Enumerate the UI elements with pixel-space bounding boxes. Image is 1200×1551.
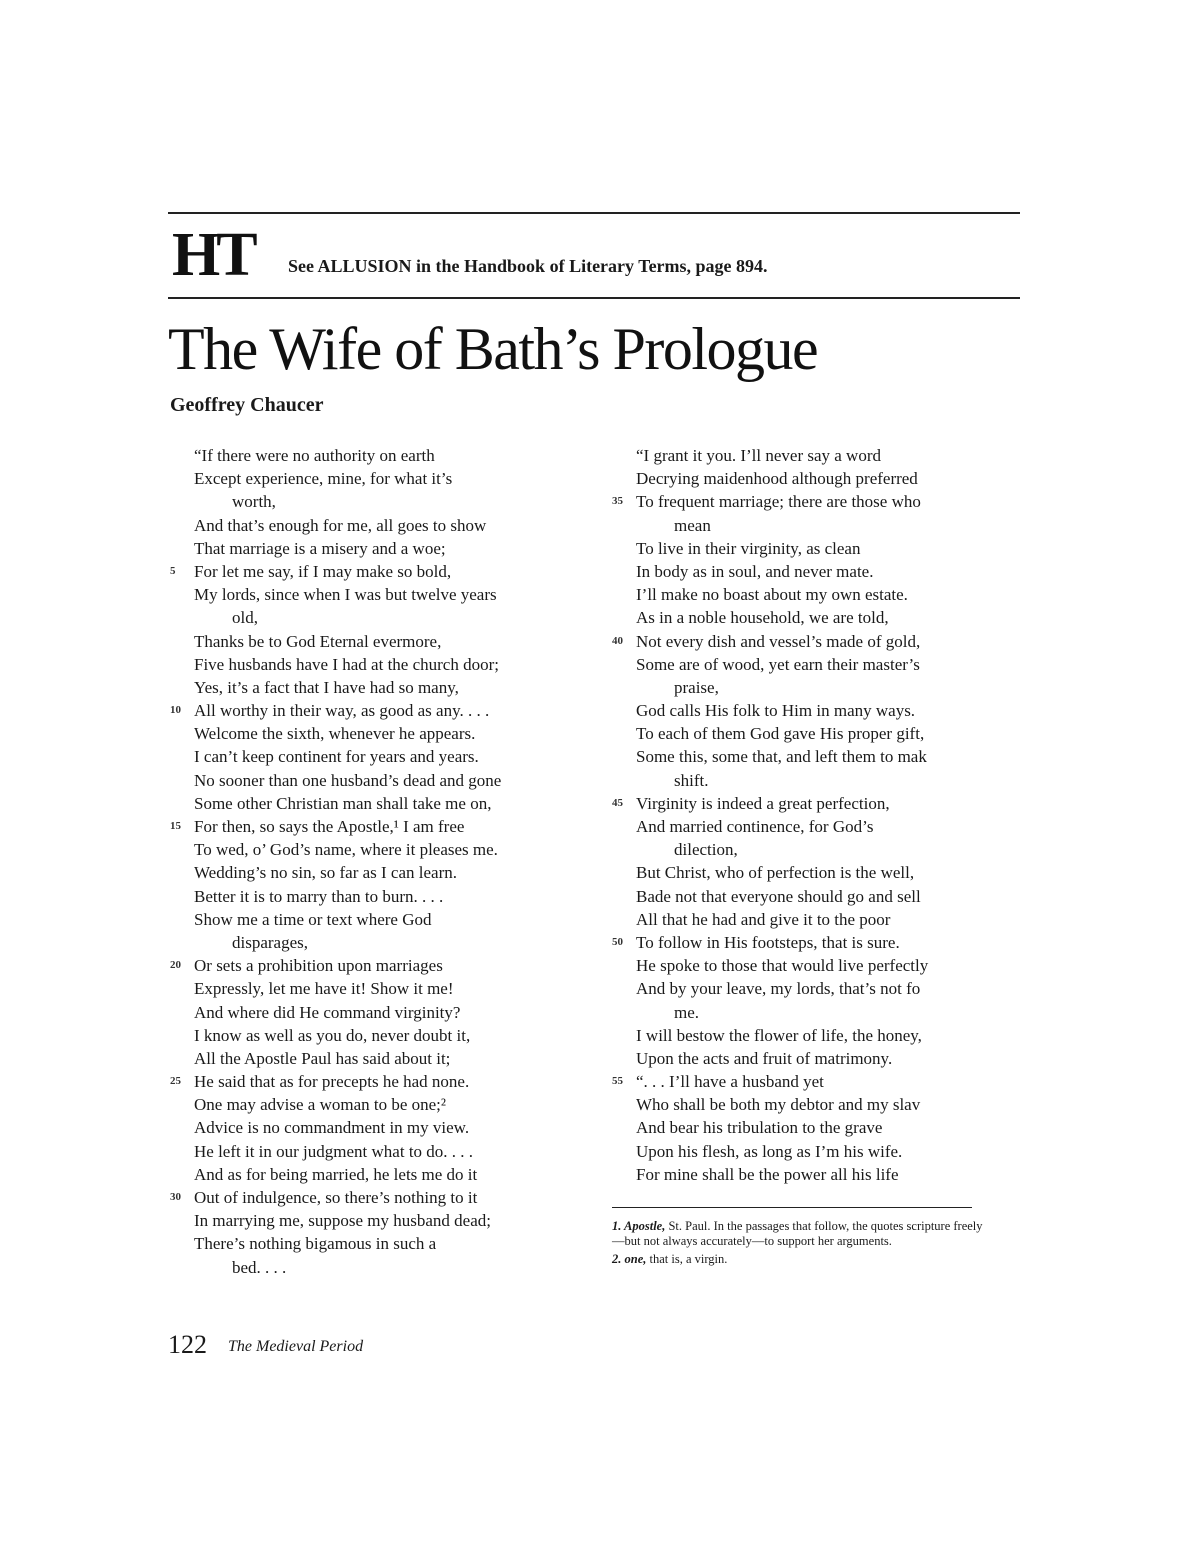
line-text: To live in their virginity, as clean <box>636 538 861 558</box>
page-title: The Wife of Bath’s Prologue <box>168 316 818 382</box>
line-text: For mine shall be the power all his life <box>636 1164 899 1184</box>
poem-line <box>612 1163 1032 1186</box>
left-poem-column <box>170 444 590 1279</box>
line-text: And bear his tribulation to the grave <box>636 1118 883 1138</box>
poem-line <box>612 1047 1032 1070</box>
line-number: 50 <box>612 935 623 948</box>
line-text: To each of them God gave His proper gift, <box>636 724 925 744</box>
line-text: All worthy in their way, as good as any. . . . <box>194 701 490 721</box>
line-text: But Christ, who of perfection is the well, <box>636 863 915 883</box>
line-number: 15 <box>170 820 181 832</box>
line-text: In marrying me, suppose my husband dead; <box>194 1211 491 1231</box>
poem-line <box>612 444 1032 467</box>
poem-line <box>612 537 1032 560</box>
poem-line <box>170 1163 590 1186</box>
poem-line <box>612 1116 1032 1139</box>
line-text: He said that as for precepts he had none. <box>194 1072 470 1092</box>
poem-line <box>612 490 1032 513</box>
poem-line <box>612 676 1032 699</box>
poem-line <box>612 815 1032 838</box>
poem-line <box>170 769 590 792</box>
line-number: 10 <box>170 704 181 717</box>
poem-line <box>170 861 590 884</box>
line-text: shift. <box>674 770 709 790</box>
poem-line <box>612 908 1032 931</box>
line-number: 25 <box>170 1075 181 1088</box>
poem-line <box>170 537 590 560</box>
footnote-term: 1. Apostle, <box>612 1219 666 1233</box>
poem-line <box>612 769 1032 792</box>
poem-line <box>170 838 590 861</box>
poem-line <box>612 514 1032 537</box>
poem-line <box>612 1093 1032 1116</box>
poem-line <box>170 1047 590 1070</box>
line-text: Better it is to marry than to burn. . . . <box>194 886 444 906</box>
line-text: And that’s enough for me, all goes to show <box>194 515 487 535</box>
poem-line <box>612 699 1032 722</box>
line-text: Or sets a prohibition upon marriages <box>194 956 443 976</box>
line-text: To wed, o’ God’s name, where it pleases me. <box>194 840 498 860</box>
line-text: “. . . I’ll have a husband yet <box>636 1072 824 1092</box>
poem-line <box>170 1209 590 1232</box>
poem-line <box>612 653 1032 676</box>
line-text: I will bestow the flower of life, the honey, <box>636 1025 922 1045</box>
line-text: That marriage is a misery and a woe; <box>194 538 446 558</box>
poem-line <box>170 1093 590 1116</box>
poem-line <box>170 1186 590 1209</box>
poem-line <box>170 1116 590 1139</box>
poem-line <box>612 792 1032 815</box>
poem-line <box>612 583 1032 606</box>
poem-line <box>170 931 590 954</box>
line-text: Expressly, let me have it! Show it me! <box>194 979 454 999</box>
line-text: Advice is no commandment in my view. <box>194 1118 470 1138</box>
line-text: God calls His folk to Him in many ways. <box>636 701 916 721</box>
line-text: I’ll make no boast about my own estate. <box>636 585 908 605</box>
poem-line <box>612 745 1032 768</box>
header-rule <box>168 297 1020 299</box>
footnote-rule <box>612 1207 972 1208</box>
line-text: One may advise a woman to be one;² <box>194 1095 446 1115</box>
poem-line <box>612 977 1032 1000</box>
line-text: Decrying maidenhood although preferred <box>636 469 918 489</box>
footnote-term: 2. one, <box>612 1252 647 1266</box>
poem-line <box>170 676 590 699</box>
poem-line <box>170 1140 590 1163</box>
line-text: praise, <box>674 677 719 697</box>
poem-line <box>170 792 590 815</box>
handbook-note: See ALLUSION in the Handbook of Literary Terms, page 894. <box>288 256 768 276</box>
poem-line <box>170 1070 590 1093</box>
line-text: To follow in His footsteps, that is sure. <box>636 932 900 952</box>
poem-line <box>170 583 590 606</box>
line-text: For let me say, if I may make so bold, <box>194 561 452 581</box>
line-number: 55 <box>612 1075 623 1088</box>
line-text: Not every dish and vessel’s made of gold, <box>636 631 921 651</box>
right-poem-column <box>612 444 1032 1186</box>
line-text: me. <box>674 1002 700 1022</box>
line-text: Some other Christian man shall take me on, <box>194 793 492 813</box>
footnote-text: St. Paul. In the passages that follow, the quotes scripture freely—but not always accurately—to support her arguments. <box>612 1219 983 1248</box>
poem-line <box>170 1256 590 1279</box>
poem-line <box>170 699 590 722</box>
line-number: 20 <box>170 959 181 972</box>
line-text: My lords, since when I was but twelve years <box>194 585 497 605</box>
poem-line <box>170 630 590 653</box>
poem-line <box>612 467 1032 490</box>
line-text: bed. . . . <box>232 1257 287 1277</box>
line-text: He left it in our judgment what to do. . . . <box>194 1141 474 1161</box>
top-rule <box>168 212 1020 214</box>
line-text: mean <box>674 515 711 535</box>
poem-line <box>612 931 1032 954</box>
poem-line <box>612 1001 1032 1024</box>
poem-line <box>612 630 1032 653</box>
line-text: And where did He command virginity? <box>194 1002 461 1022</box>
poem-line <box>170 885 590 908</box>
line-text: And by your leave, my lords, that’s not fo <box>636 979 921 999</box>
poem-line <box>170 1024 590 1047</box>
line-text: Some this, some that, and left them to mak <box>636 747 927 767</box>
poem-line <box>612 560 1032 583</box>
poem-line <box>612 1140 1032 1163</box>
line-text: As in a noble household, we are told, <box>636 608 889 628</box>
line-text: old, <box>232 608 258 628</box>
line-text: Virginity is indeed a great perfection, <box>636 793 890 813</box>
poem-line <box>170 560 590 583</box>
poem-line <box>612 954 1032 977</box>
line-text: There’s nothing bigamous in such a <box>194 1234 437 1254</box>
line-text: Upon his flesh, as long as I’m his wife. <box>636 1141 903 1161</box>
poem-line <box>170 606 590 629</box>
line-text: Five husbands have I had at the church door; <box>194 654 499 674</box>
poem-line <box>170 444 590 467</box>
poem-line <box>612 606 1032 629</box>
line-text: Out of indulgence, so there’s nothing to it <box>194 1188 478 1207</box>
line-number: 35 <box>612 495 623 508</box>
line-text: Thanks be to God Eternal evermore, <box>194 631 442 651</box>
poem-line <box>612 838 1032 861</box>
footnote-text: that is, a virgin. <box>646 1252 728 1266</box>
poem-line <box>612 861 1032 884</box>
poem-line <box>170 954 590 977</box>
poem-line <box>612 885 1032 908</box>
poem-line <box>612 1070 1032 1093</box>
poem-line <box>170 1232 590 1255</box>
poem-line <box>170 514 590 537</box>
line-text: worth, <box>232 492 276 512</box>
poem-line <box>612 1024 1032 1047</box>
poem-line <box>170 722 590 745</box>
poem-line <box>170 977 590 1000</box>
handbook-logo: HT <box>172 221 254 289</box>
poem-line <box>170 490 590 513</box>
line-text: All the Apostle Paul has said about it; <box>194 1048 451 1068</box>
line-number: 45 <box>612 796 623 809</box>
line-number: 5 <box>170 564 176 577</box>
line-text: disparages, <box>232 932 309 952</box>
section-title: The Medieval Period <box>228 1338 364 1355</box>
line-text: And married continence, for God’s <box>636 817 874 836</box>
line-text: Upon the acts and fruit of matrimony. <box>636 1048 893 1068</box>
line-text: Some are of wood, yet earn their master’s <box>636 654 920 674</box>
line-text: Except experience, mine, for what it’s <box>194 469 453 489</box>
line-number: 30 <box>170 1191 181 1203</box>
poem-line <box>170 653 590 676</box>
line-text: “If there were no authority on earth <box>194 446 435 465</box>
line-text: All that he had and give it to the poor <box>636 909 891 929</box>
footnote <box>612 1252 992 1267</box>
footnote <box>612 1219 992 1248</box>
poem-line <box>170 745 590 768</box>
line-text: dilection, <box>674 840 738 860</box>
line-text: And as for being married, he lets me do it <box>194 1164 478 1184</box>
author-name: Geoffrey Chaucer <box>170 394 324 416</box>
line-text: In body as in soul, and never mate. <box>636 561 874 581</box>
line-text: I know as well as you do, never doubt it, <box>194 1025 471 1045</box>
line-text: He spoke to those that would live perfectly <box>636 956 929 976</box>
footnotes <box>612 1219 992 1271</box>
line-text: Yes, it’s a fact that I have had so many, <box>194 677 459 697</box>
line-text: Welcome the sixth, whenever he appears. <box>194 724 476 744</box>
poem-line <box>170 908 590 931</box>
poem-line <box>170 815 590 838</box>
line-text: “I grant it you. I’ll never say a word <box>636 446 881 465</box>
line-number: 40 <box>612 634 623 647</box>
line-text: I can’t keep continent for years and years. <box>194 747 479 767</box>
line-text: To frequent marriage; there are those who <box>636 492 921 512</box>
line-text: For then, so says the Apostle,¹ I am free <box>194 817 465 836</box>
poem-line <box>170 467 590 490</box>
line-text: No sooner than one husband’s dead and gone <box>194 770 502 790</box>
page-number: 122 <box>168 1330 207 1359</box>
poem-line <box>170 1001 590 1024</box>
poem-line <box>612 722 1032 745</box>
line-text: Who shall be both my debtor and my slav <box>636 1095 921 1115</box>
line-text: Show me a time or text where God <box>194 909 432 929</box>
line-text: Bade not that everyone should go and sell <box>636 886 921 906</box>
line-text: Wedding’s no sin, so far as I can learn. <box>194 863 458 883</box>
